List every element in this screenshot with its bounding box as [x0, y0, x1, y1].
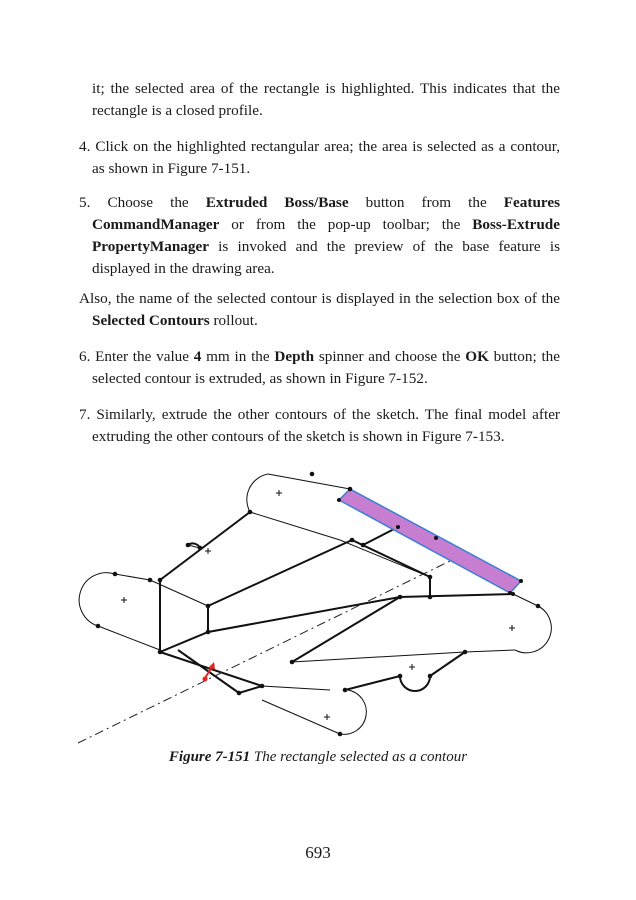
- figure-caption: Figure 7-151 The rectangle selected as a contour: [168, 749, 468, 765]
- figure-7-151-sketch: [70, 462, 570, 752]
- page-number: 693: [305, 843, 331, 862]
- step-5-paragraph: 5. Choose the Extruded Boss/Base button from the Features CommandManager or from the pop-up toolbar; the Boss-Extrude PropertyManager is invoked and the preview of the base feature is displayed in the drawing area.: [79, 194, 561, 277]
- step-7-paragraph: 7. Similarly, extrude the other contours of the sketch. The final model after extruding the other contours of the sketch is shown in Figure 7-153.: [79, 406, 560, 445]
- step-4-paragraph: 4. Click on the highlighted rectangular area; the area is selected as a contour, as shown in Figure 7-151.: [79, 138, 560, 177]
- note-paragraph: Also, the name of the selected contour is displayed in the selection box of the Selected Contours rollout.: [79, 290, 560, 329]
- paragraph-continued: it; the selected area of the rectangle is highlighted. This indicates that the rectangle is a closed profile.: [92, 80, 560, 119]
- step-6-paragraph: 6. Enter the value 4 mm in the Depth spinner and choose the OK button; the selected contour is extruded, as shown in Figure 7-152.: [79, 348, 560, 387]
